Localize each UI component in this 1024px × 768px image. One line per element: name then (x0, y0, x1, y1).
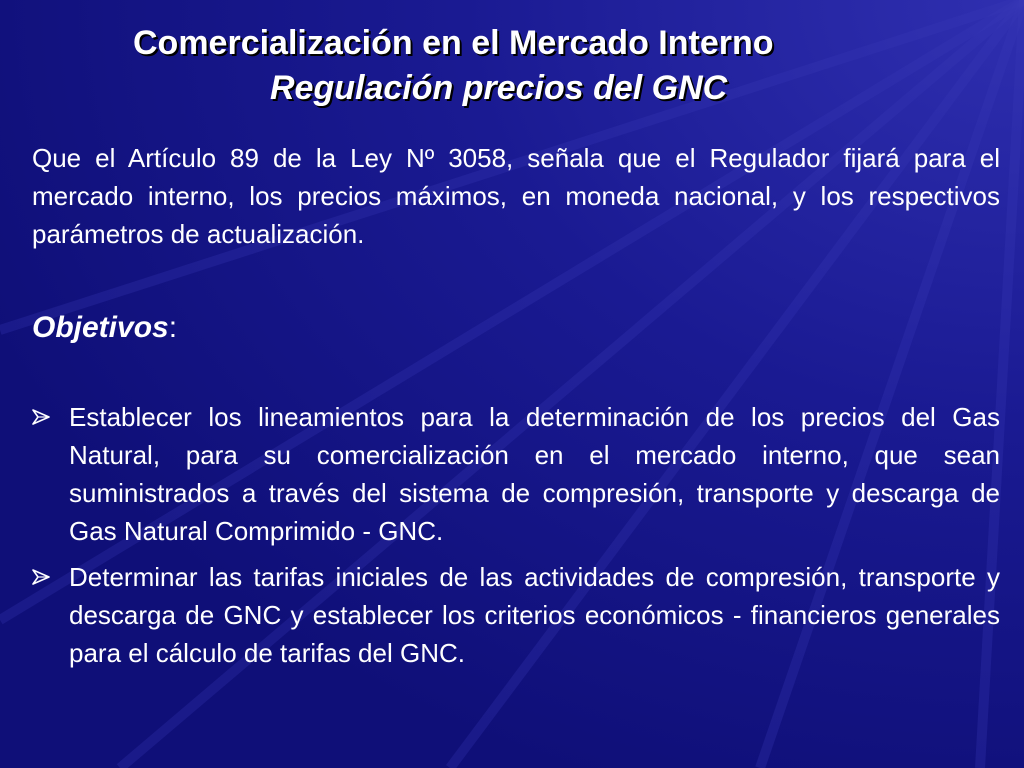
objectives-heading-text: Objetivos (32, 311, 169, 344)
arrow-bullet-icon (32, 569, 50, 585)
arrow-bullet-icon (32, 409, 50, 425)
objectives-colon: : (168, 311, 178, 344)
objectives-heading (32, 309, 177, 347)
slide-subtitle: Regulación precios del GNC (270, 69, 728, 107)
list-item (32, 398, 1000, 550)
list-item (32, 558, 1000, 672)
slide-title: Comercialización en el Mercado Interno (133, 24, 774, 62)
objectives-list (32, 398, 1000, 680)
list-item-text: Establecer los lineamientos para la determinación de los precios del Gas Natural, para su comercialización en el mercado interno, que sean suministrados a través del sistema de compresión, transporte y descarga de Gas Natural Comprimido - GNC. (69, 402, 1000, 546)
intro-paragraph: Que el Artículo 89 de la Ley Nº 3058, señala que el Regulador fijará para el mercado interno, los precios máximos, en moneda nacional, y los respectivos parámetros de actualización. (32, 143, 1000, 249)
list-item-text: Determinar las tarifas iniciales de las actividades de compresión, transporte y descarga de GNC y establecer los criterios económicos - financieros generales para el cálculo de tarifas del GNC. (69, 562, 1000, 668)
